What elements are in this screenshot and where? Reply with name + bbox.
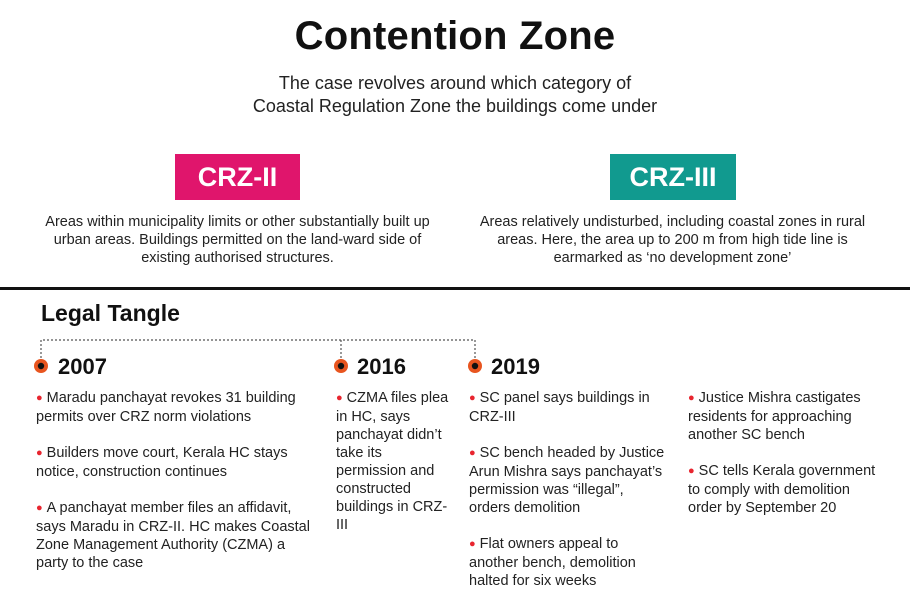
crz-iii-badge: CRZ-III	[610, 154, 736, 200]
events-2007	[36, 389, 318, 590]
bullet-icon: ●	[688, 392, 695, 404]
event-text: Builders move court, Kerala HC stays notice, construction continues	[36, 445, 288, 480]
bullet-icon: ●	[688, 465, 695, 477]
bullet-icon: ●	[36, 447, 43, 459]
event-text: Maradu panchayat revokes 31 building permits over CRZ norm violations	[36, 390, 296, 425]
bullet-icon: ●	[336, 392, 343, 404]
event-text: SC bench headed by Justice Arun Mishra says panchayat’s permission was “illegal”, orders demolition	[469, 445, 665, 516]
year-2016: 2016	[357, 354, 406, 379]
timeline-marker-2019	[468, 359, 482, 373]
bullet-icon: ●	[36, 502, 43, 514]
event-item	[688, 389, 884, 444]
event-item	[469, 389, 667, 426]
events-2016	[336, 389, 454, 552]
event-item	[688, 462, 884, 517]
event-text: Flat owners appeal to another bench, demolition halted for six weeks	[469, 536, 636, 589]
events-2019-col-2	[688, 389, 884, 535]
event-item	[36, 444, 318, 481]
subtitle-line-2: Coastal Regulation Zone the buildings come under	[252, 96, 658, 116]
timeline-marker-2007	[34, 359, 48, 373]
event-text: A panchayat member files an affidavit, says Maradu in CRZ-II. HC makes Coastal Zone Management Authority (CZMA) a party to the case	[36, 500, 310, 571]
bullet-icon: ●	[469, 538, 476, 550]
events-2019-col-1	[469, 389, 667, 608]
year-2007: 2007	[58, 354, 107, 379]
event-text: Justice Mishra castigates residents for approaching another SC bench	[688, 390, 861, 443]
legal-tangle-heading: Legal Tangle	[41, 300, 180, 326]
crz-ii-badge: CRZ-II	[175, 154, 300, 200]
subtitle-line-1: The case revolves around which category of	[278, 73, 632, 93]
bullet-icon: ●	[469, 447, 476, 459]
event-item	[36, 499, 318, 572]
event-item	[36, 389, 318, 426]
crz-iii-description: Areas relatively undisturbed, including coastal zones in rural areas. Here, the area up to 200 m from high tide line is earmarked as ‘no development zone’	[479, 214, 866, 266]
page-title: Contention Zone	[294, 14, 616, 58]
event-text: SC panel says buildings in CRZ-III	[469, 390, 650, 425]
event-item	[469, 535, 667, 590]
event-text: SC tells Kerala government to comply with demolition order by September 20	[688, 463, 876, 516]
event-item	[336, 389, 454, 534]
event-item	[469, 444, 667, 517]
timeline-marker-2016	[334, 359, 348, 373]
bullet-icon: ●	[469, 392, 476, 404]
bullet-icon: ●	[36, 392, 43, 404]
year-2019: 2019	[491, 354, 540, 379]
event-text: CZMA files plea in HC, says panchayat didn’t take its permission and constructed buildings in CRZ-III	[336, 390, 449, 533]
crz-ii-description: Areas within municipality limits or other substantially built up urban areas. Buildings permitted on the land-ward side of existing authorised structures.	[45, 214, 430, 266]
